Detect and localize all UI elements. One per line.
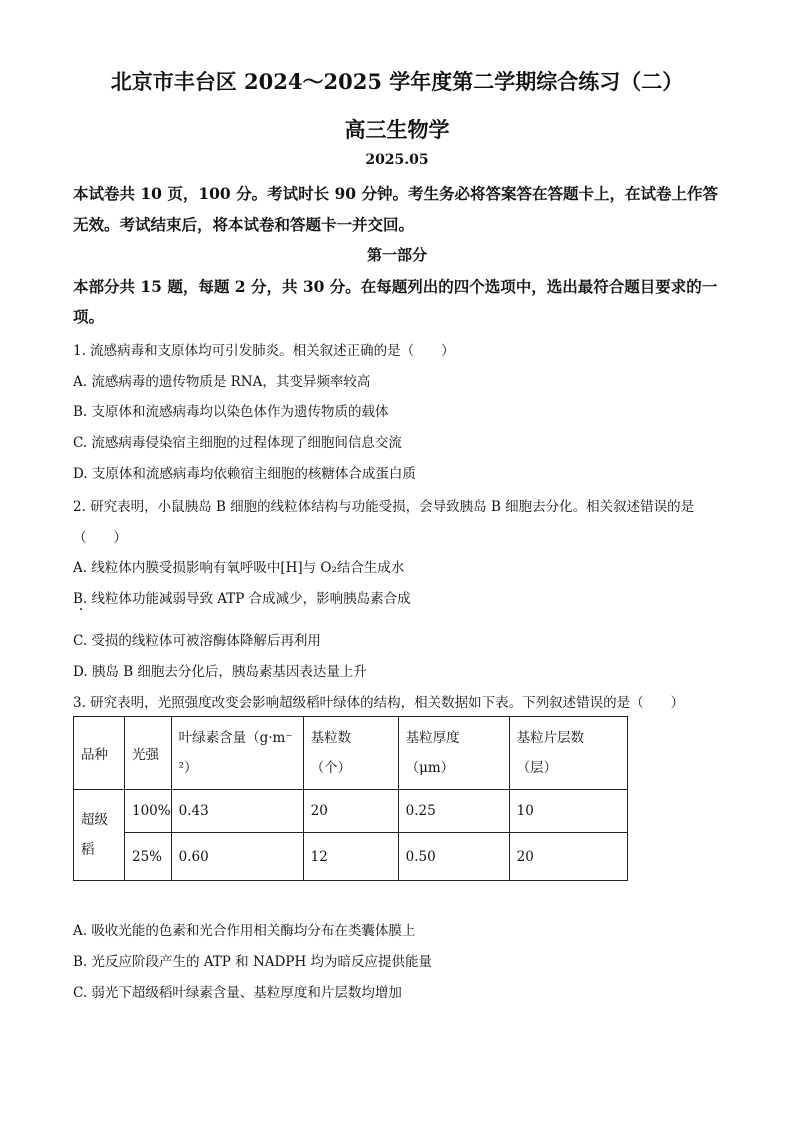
cell-thickness: 0.25 (398, 790, 509, 833)
cell-grana: 20 (303, 790, 398, 833)
header-light: 光强 (125, 717, 172, 790)
part-intro-line-1: 本部分共 15 题，每题 2 分，共 30 分。在每题列出的四个选项中，选出最符合题目要求的一 (73, 277, 718, 296)
chloroplast-data-table (73, 716, 628, 881)
table-row (74, 790, 628, 833)
question-2-option-d: D. 胰岛 B 细胞去分化后，胰岛素基因表达量上升 (73, 664, 367, 680)
cell-variety: 超级 稻 (74, 790, 125, 881)
header-grana-thickness: 基粒厚度 （μm） (398, 717, 509, 790)
part-heading: 第一部分 (366, 246, 427, 264)
question-2-option-a: A. 线粒体内膜受损影响有氧呼吸中[H]与 O₂结合生成水 (73, 560, 405, 576)
question-2-stem-line-2: （ ） (73, 530, 127, 546)
question-3-option-b: B. 光反应阶段产生的 ATP 和 NADPH 均为暗反应提供能量 (73, 954, 433, 970)
question-1-option-b: B. 支原体和流感病毒均以染色体作为遗传物质的载体 (73, 404, 389, 420)
header-chlorophyll: 叶绿素含量（g·m⁻ ²） (171, 717, 303, 790)
instructions-line-2: 无效。考试结束后，将本试卷和答题卡一并交回。 (73, 215, 415, 234)
instructions-line-1: 本试卷共 10 页，100 分。考试时长 90 分钟。考生务必将答案答在答题卡上，在试卷上作答 (73, 184, 718, 203)
question-2-option-b: B. 线粒体功能减弱导致 ATP 合成减少，影响胰岛素合成 (73, 591, 411, 607)
question-1-option-d: D. 支原体和流感病毒均依赖宿主细胞的核糖体合成蛋白质 (73, 466, 416, 482)
part-intro-line-2: 项。 (73, 307, 105, 326)
table-row (74, 833, 628, 881)
header-lamella-layers: 基粒片层数 （层） (509, 717, 627, 790)
question-2-option-c: C. 受损的线粒体可被溶酶体降解后再利用 (73, 633, 321, 649)
cell-layers: 20 (509, 833, 627, 881)
cell-thickness: 0.50 (398, 833, 509, 881)
exam-title: 北京市丰台区 2024～2025 学年度第二学期综合练习（二） (110, 69, 684, 94)
question-2-stem-line-1: 2. 研究表明，小鼠胰岛 B 细胞的线粒体结构与功能受损，会导致胰岛 B 细胞去分化。相关叙述错误的是 (73, 499, 695, 515)
question-3-stem: 3. 研究表明，光照强度改变会影响超级稻叶绿体的结构，相关数据如下表。下列叙述错误的是（ ） (73, 695, 685, 711)
cell-light: 100% (125, 790, 172, 833)
question-3-option-a: A. 吸收光能的色素和光合作用相关酶均分布在类囊体膜上 (73, 923, 416, 939)
cell-chlorophyll: 0.60 (171, 833, 303, 881)
cell-grana: 12 (303, 833, 398, 881)
cell-chlorophyll: 0.43 (171, 790, 303, 833)
question-3-option-c: C. 弱光下超级稻叶绿素含量、基粒厚度和片层数均增加 (73, 985, 402, 1001)
stray-dot (80, 608, 82, 610)
question-1-option-a: A. 流感病毒的遗传物质是 RNA，其变异频率较高 (73, 374, 371, 390)
header-grana-count: 基粒数 （个） (303, 717, 398, 790)
subject-title: 高三生物学 (344, 117, 450, 142)
question-1-option-c: C. 流感病毒侵染宿主细胞的过程体现了细胞间信息交流 (73, 435, 402, 451)
cell-layers: 10 (509, 790, 627, 833)
table-header-row (74, 717, 628, 790)
header-variety: 品种 (74, 717, 125, 790)
question-1-stem: 1. 流感病毒和支原体均可引发肺炎。相关叙述正确的是（ ） (73, 343, 455, 359)
cell-light: 25% (125, 833, 172, 881)
exam-date: 2025.05 (365, 152, 429, 168)
